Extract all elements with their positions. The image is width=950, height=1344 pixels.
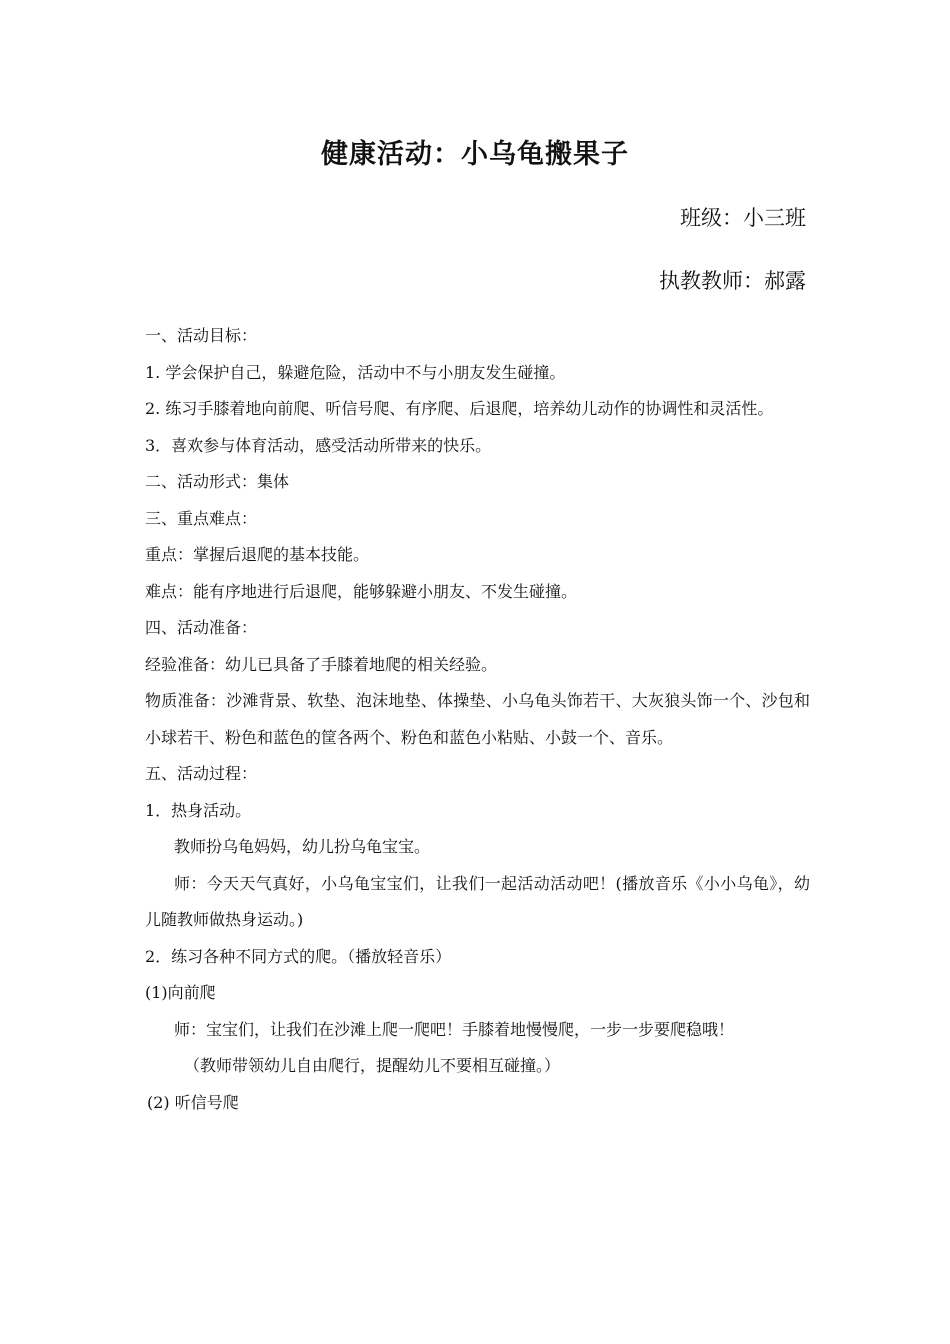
step-2-1-a: 师：宝宝们，让我们在沙滩上爬一爬吧！手膝着地慢慢爬，一步一步要爬稳哦！	[174, 1019, 735, 1039]
step-2: 2．练习各种不同方式的爬。（播放轻音乐）	[145, 946, 452, 966]
key-heading: 三、重点难点：	[145, 508, 258, 528]
step-1: 1．热身活动。	[145, 800, 252, 820]
difficulty: 难点：能有序地进行后退爬，能够躲避小朋友、不发生碰撞。	[145, 581, 578, 601]
goal-1: 1. 学会保护自己，躲避危险，活动中不与小朋友发生碰撞。	[145, 362, 566, 382]
prep-material: 物质准备：沙滩背景、软垫、泡沫地垫、体操垫、小乌龟头饰若干、大灰狼头饰一个、沙包和小球若干、粉色和蓝色的筐各两个、粉色和蓝色小粘贴、小鼓一个、音乐。	[145, 691, 810, 747]
step-1-b: 师：今天天气真好，小乌龟宝宝们，让我们一起活动活动吧！(播放音乐《小小乌龟》，幼儿随教师做热身运动。)	[145, 873, 810, 929]
step-2-1: (1)向前爬	[145, 983, 216, 1002]
document-body	[145, 318, 810, 1121]
step-2-2: (2) 听信号爬	[147, 1092, 239, 1112]
step-2-1-b: （教师带领幼儿自由爬行，提醒幼儿不要相互碰撞。）	[184, 1056, 561, 1075]
prep-heading: 四、活动准备：	[145, 618, 258, 637]
form-line: 二、活动形式：集体	[145, 472, 290, 491]
key-point: 重点：掌握后退爬的基本技能。	[145, 545, 370, 564]
process-heading: 五、活动过程：	[145, 764, 258, 783]
goal-3: 3．喜欢参与体育活动，感受活动所带来的快乐。	[145, 435, 492, 455]
document-title: 健康活动：小乌龟搬果子	[321, 139, 629, 170]
goal-2: 2. 练习手膝着地向前爬、听信号爬、有序爬、后退爬，培养幼儿动作的协调性和灵活性。	[145, 399, 774, 418]
class-line: 班级：小三班	[680, 206, 806, 230]
goals-heading: 一、活动目标：	[145, 326, 258, 345]
prep-experience: 经验准备：幼儿已具备了手膝着地爬的相关经验。	[145, 654, 498, 674]
teacher-line: 执教教师：郝露	[659, 269, 806, 293]
step-1-a: 教师扮乌龟妈妈，幼儿扮乌龟宝宝。	[174, 837, 431, 856]
